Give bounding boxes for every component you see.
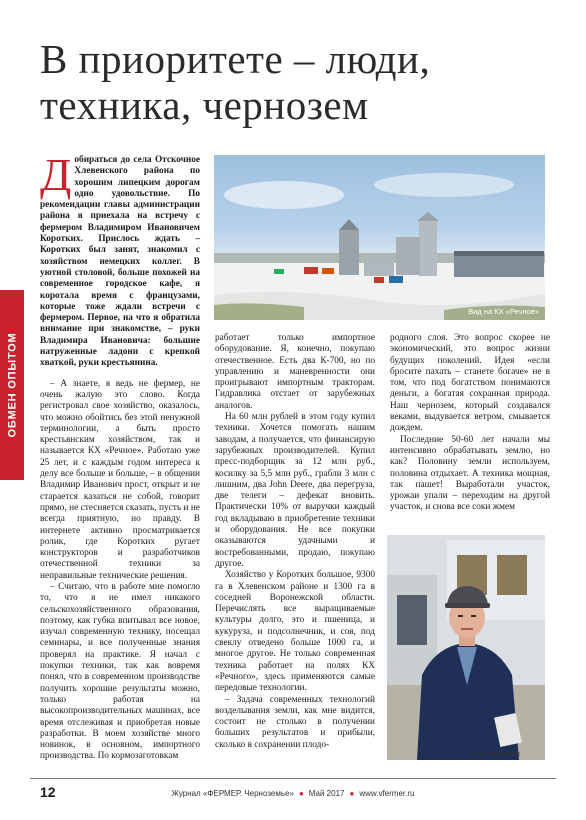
farmer-illustration — [387, 535, 545, 760]
footer-issue: Май 2017 — [308, 789, 345, 798]
article-column-3 — [390, 333, 550, 514]
footer-divider — [30, 778, 556, 779]
section-tab — [0, 290, 24, 480]
footer-website[interactable]: www.vfermer.ru — [359, 789, 415, 798]
top-photo-caption: Вид на КХ «Речное» — [468, 307, 539, 316]
article-column-1 — [40, 149, 200, 763]
body-paragraph: Последние 50-60 лет начали мы интенсивно обрабатывать землю, но как? Половину земли используем, половина отдыхает. А техника мощная, так пашет! Выработали участок, урожаи упали – переходим на другой участок, и снова все соки жмем — [390, 434, 550, 513]
person-photo-caption: В. И. Коротких — [470, 749, 521, 758]
section-tab-label: ОБМЕН ОПЫТОМ — [6, 332, 18, 438]
body-paragraph: родного слоя. Это вопрос скорее не экономический, это вопрос жизни будущих поколений. Идея «если бросите пахать – станете богаче» не в том, что под богатством понимаются деньги, а богатая сохранная природа. Наш чернозем, который создавался веками, выдувается ветром, смывается дождем. — [390, 333, 550, 434]
footer-separator-dot: ● — [349, 789, 355, 798]
lead-paragraph — [40, 149, 200, 370]
drop-cap: Д — [40, 149, 72, 200]
page-number: 12 — [40, 784, 56, 800]
headline-line-1: В приоритете – люди, — [40, 36, 431, 82]
footer-info — [0, 789, 586, 798]
farm-view-photo — [214, 155, 545, 320]
body-paragraph: Хозяйство у Коротких большое, 9300 га в Хлевенском районе и 1300 га в соседней Воронежской области. Перечислять все выращиваемые культуры долго, это и пшеница, и кукуруза, и подсолнечник, и соя, под свеклу отведено больше 1000 га, и многое другое. Не только современная техника работает на полях КХ «Речного», здесь применяются самые передовые технологии. — [215, 570, 375, 694]
headline-line-2: техника, чернозем — [40, 82, 369, 128]
farmer-portrait-photo — [387, 535, 545, 760]
body-paragraph: – Считаю, что в работе мне помогло то, что я не имел никакого сельскохозяйственного образования, поэтому, как губка впитывал все новое, изучал современную технику, посещал семинары, и все полученные знания проверял на практике. Я начал с покупки техники, так как вовремя понял, что в современном производстве получить хорошие результаты можно, только работая на высокопроизводительных машинах, все время отслеживая и приобретая новые разработки. В моем хозяйстве много новинок, в основном, импортного производства. По кормозаготовкам — [40, 581, 200, 762]
body-paragraph: работает только импортное оборудование. Я, конечно, покупаю отечественное. Есть два К-700, но по управлению и маневренности они проигрывают импортным тракторам. Гидравлика отстает от зарубежных аналогов. — [215, 333, 375, 411]
lead-text: обираться до села Отскочное Хлевенского района по хорошим липецким дорогам одно удовольствие. По рекомендации главы администрации района я приехала на встречу с фермером Владимиром Ивановичем Коротких. Прислось ждать – Коротких был занят, знакомил с хозяйством немецких коллег. В уютной столовой, больше похожей на современное городское кафе, я коротала время с французами, которые тоже ждали встречи с фермером. Первое, на что я обратила внимание при знакомстве, – руки Владимира Ивановича: большие натруженные ладони с крепкой хваткой, руки крестьянина. — [40, 155, 200, 369]
footer-journal: Журнал «ФЕРМЕР. Черноземье» — [171, 789, 294, 798]
body-paragraph: На 60 млн рублей в этом году купил техники. Хочется помогать нашим заводам, а получается, что финансирую зарубежных производителей. Купил пресс-подборщик за 12 млн руб., косилку за 5,5 млн руб., грабли 3 млн с лишним, два John Deere, два перегруза, две телеги – дефекат вновить. Практически 10% от выручки каждый год вкладываю в приобретение техники и оборудования. Не все покупки оказываются удачными и востребованными, продаю, покупаю другое. — [215, 412, 375, 569]
farm-illustration — [214, 155, 545, 320]
footer-separator-dot: ● — [298, 789, 304, 798]
body-paragraph: – А знаете, я ведь не фермер, не очень жалую это слово. Когда регистровал свое хозяйство, оказалось, что можно обойтись без этой ненужной терминологии, а быть просто крестьянским хозяйством, так и называется КХ «Речное». Работаю уже 25 лет, и с каждым годом интереса к делу все больше и больше, – в общении Владимир Иванович прост, открыт и не старается казаться не собой, говорит прямо, не стесняется сказать, пусть и не всегда приятную, но правду. В интернете активно просматривается ролик, где Коротких ругает конструкторов и разработчиков отечественной техники за неправильные технические решения. — [40, 378, 200, 581]
article-column-2 — [215, 333, 375, 751]
article-headline — [40, 36, 560, 128]
body-paragraph: – Задача современных технологий возделывания земли, как мне видится, состоит не столько в получении больших результатов и прибыли, сколько в сохранении плодо- — [215, 694, 375, 750]
